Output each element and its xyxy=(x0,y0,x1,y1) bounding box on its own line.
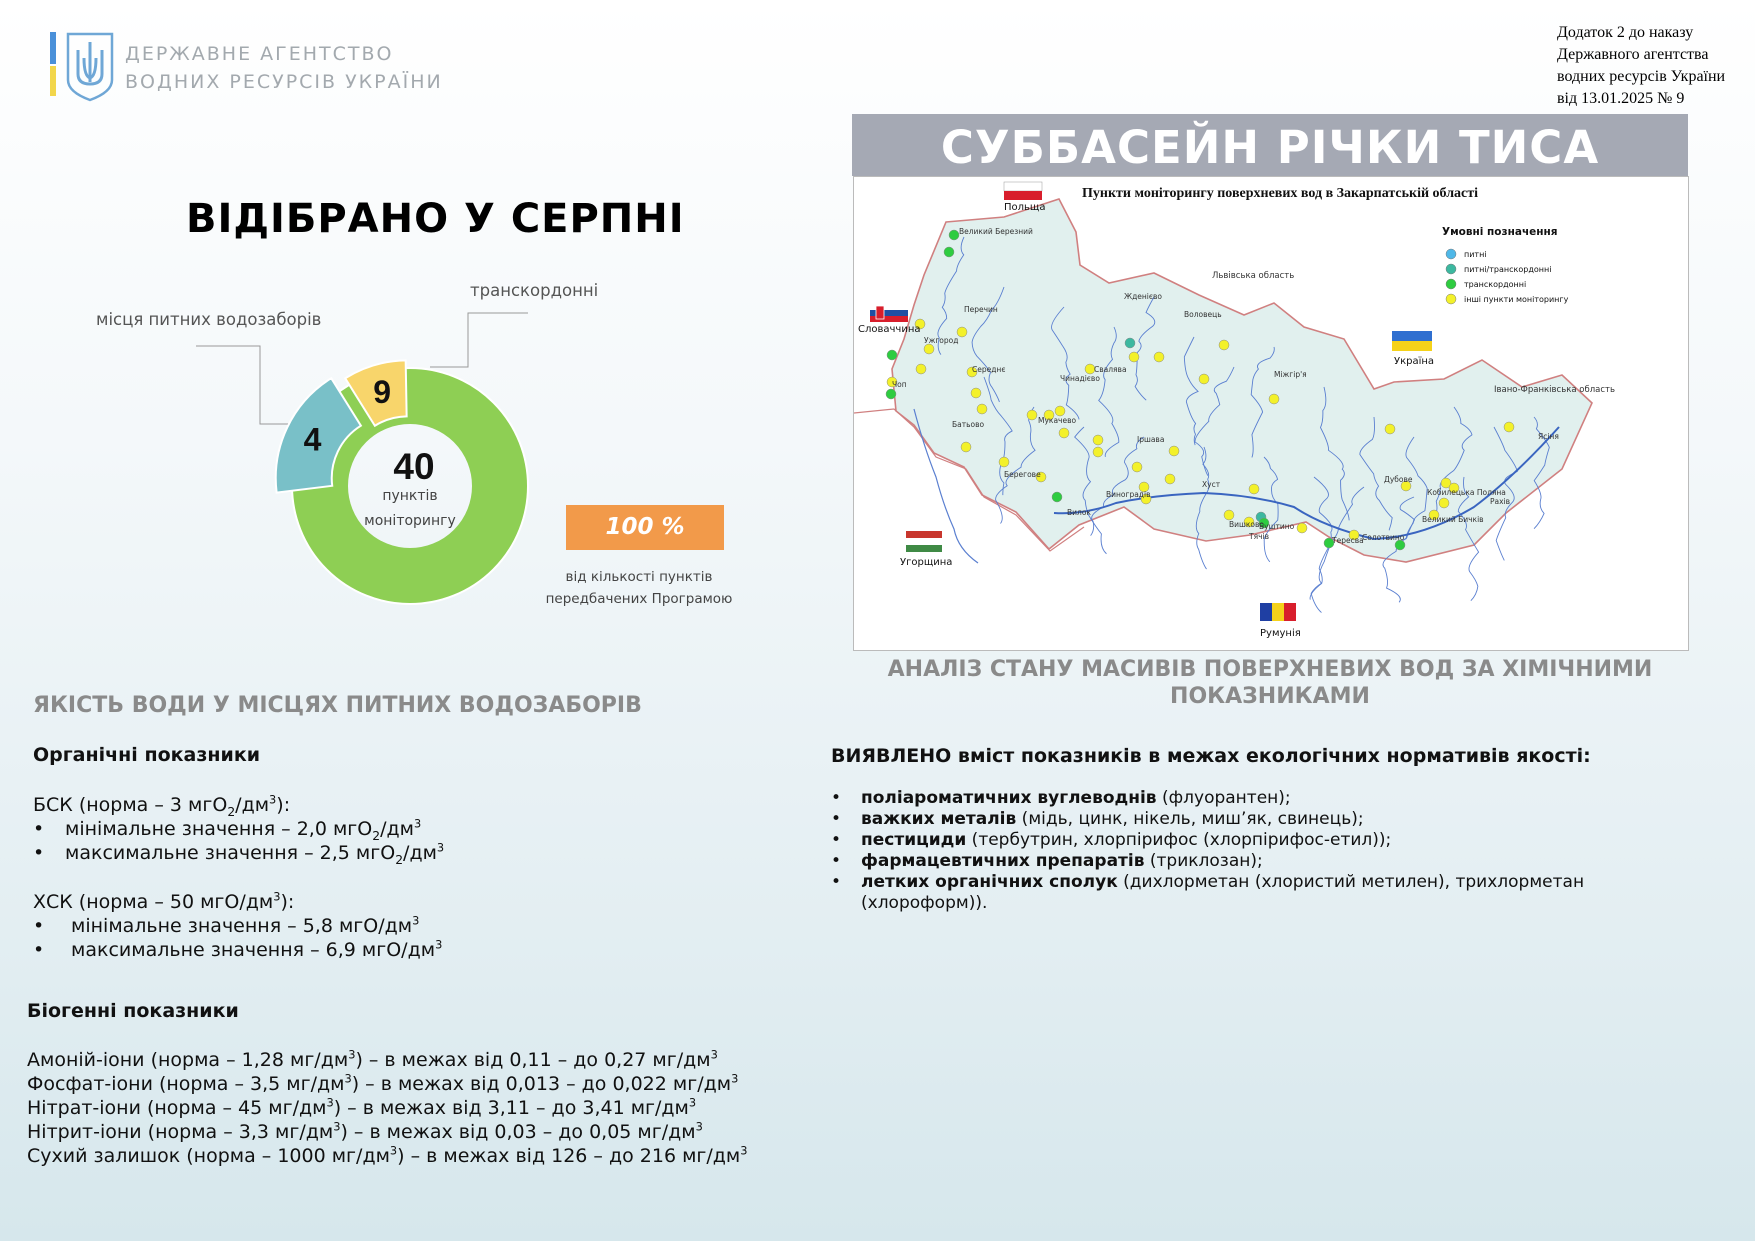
agency-name: ДЕРЖАВНЕ АГЕНТСТВО ВОДНИХ РЕСУРСІВ УКРАЇНИ xyxy=(125,43,443,93)
town-vyshkovo: Вишково xyxy=(1229,520,1265,529)
legend-marker-0 xyxy=(1446,249,1456,259)
town-berehove: Берегове xyxy=(1004,470,1041,479)
town-velykyi-bereznyi: Великий Березний xyxy=(959,227,1033,236)
percent-note: від кількості пунктів передбачених Програмою xyxy=(545,569,733,607)
monitoring-point xyxy=(1093,435,1103,445)
monitoring-point xyxy=(1052,492,1062,502)
leader-line-drinking xyxy=(196,346,304,424)
town-vynohradiv: Виноградів xyxy=(1106,490,1151,499)
legend-label-2: транскордонні xyxy=(1464,280,1527,289)
legend-title: Умовні позначення xyxy=(1442,226,1558,238)
legend-label-0: питні xyxy=(1464,250,1487,259)
town-khust: Хуст xyxy=(1202,480,1221,489)
town-tiachiv: Тячів xyxy=(1249,532,1270,541)
slice-label-transboundary: 9 xyxy=(373,374,392,411)
monitoring-point xyxy=(1125,338,1135,348)
town-irshava: Іршава xyxy=(1137,435,1165,444)
town-yasinia: Ясіня xyxy=(1538,432,1559,441)
monitoring-point xyxy=(886,389,896,399)
town-serednie: Середнє xyxy=(972,365,1006,374)
monitoring-point xyxy=(1385,424,1395,434)
town-volovets: Воловець xyxy=(1184,310,1222,319)
biogenic-list xyxy=(27,1048,827,1168)
town-uzhhorod: Ужгород xyxy=(924,336,959,345)
monitoring-point xyxy=(977,404,987,414)
town-vylok: Вилок xyxy=(1067,508,1091,517)
selection-title: ВІДІБРАНО У СЕРПНІ xyxy=(186,196,685,242)
monitoring-point xyxy=(1199,374,1209,384)
zakarpattia-region xyxy=(892,199,1592,562)
hsk-min: • мінімальне значення – 5,8 мгО/$дм^3$ xyxy=(33,913,420,937)
town-mukachevo: Мукачево xyxy=(1038,416,1077,425)
country-slovakia: Словаччина xyxy=(858,324,921,335)
detected-item-pesticides: • пестициди (тербутрин, хлорпірифос (хлорпірифос-етил)); xyxy=(831,830,1392,850)
flag-romania-icon xyxy=(1260,603,1296,621)
detected-item-pharma: • фармацевтичних препаратів (триклозан); xyxy=(831,851,1263,871)
monitoring-point xyxy=(1269,394,1279,404)
region-lviv: Львівська область xyxy=(1212,271,1295,281)
quality-title: ЯКІСТЬ ВОДИ У МІСЦЯХ ПИТНИХ ВОДОЗАБОРІВ xyxy=(33,693,642,718)
town-solotvyno: Солотвино xyxy=(1362,533,1405,542)
detected-heading: ВИЯВЛЕНО вміст показників в межах екологічних нормативів якості: xyxy=(831,745,1591,767)
slice-label-drinking: 4 xyxy=(303,421,322,458)
monitoring-point xyxy=(961,442,971,452)
bsk-norm: БСК (норма – 3 $мгО_2/дм^3$): xyxy=(33,792,291,819)
flag-slovakia-icon xyxy=(870,304,908,322)
town-svaliava: Свалява xyxy=(1094,365,1127,374)
biogenic-row-phosphate: Фосфат-іони (норма – 3,5 $мг/дм^3$) – в межах від 0,013 – до 0,022 $мг/дм^3$ xyxy=(27,1071,739,1095)
monitoring-point xyxy=(1165,474,1175,484)
map-banner-title: СУББАСЕЙН РІЧКИ ТИСА xyxy=(940,121,1600,174)
detected-list xyxy=(831,788,1661,914)
town-chop: Чоп xyxy=(892,380,907,389)
monitoring-point xyxy=(1504,422,1514,432)
town-perechyn: Перечин xyxy=(964,305,998,314)
monitoring-point xyxy=(1169,446,1179,456)
flag-ukraine-icon xyxy=(1392,331,1432,351)
flag-poland-icon xyxy=(1004,182,1042,200)
center-value: 40 xyxy=(393,446,435,487)
monitoring-point xyxy=(1219,340,1229,350)
detected-item-pah: • поліароматичних вуглеводнів (флуорантен); xyxy=(831,788,1291,808)
legend-label-3: інші пункти моніторингу xyxy=(1464,295,1569,304)
monitoring-point xyxy=(1059,428,1069,438)
monitoring-point xyxy=(1129,352,1139,362)
biogenic-row-nitrate: Нітрат-іони (норма – 45 $мг/дм^3$) – в межах від 3,11 – до 3,41 $мг/дм^3$ xyxy=(27,1095,697,1119)
monitoring-point xyxy=(1055,406,1065,416)
percent-badge: 100 % xyxy=(566,505,724,550)
biogenic-title: Біогенні показники xyxy=(27,1000,239,1022)
biogenic-row-dry-residue: Сухий залишок (норма – 1000 $мг/дм^3$) – в межах від 126 – до 216 $мг/дм^3$ xyxy=(27,1143,748,1167)
town-dubove: Дубове xyxy=(1384,475,1413,484)
hsk-norm: ХСК (норма – 50 мгО/$дм^3$): xyxy=(33,889,295,913)
hsk-max: • максимальне значення – 6,9 мгО/$дм^3$ xyxy=(33,937,443,961)
analysis-title: АНАЛІЗ СТАНУ МАСИВІВ ПОВЕРХНЕВИХ ВОД ЗА ХІМІЧНИМИ ПОКАЗНИКАМИ xyxy=(887,657,1653,709)
monitoring-point xyxy=(916,364,926,374)
town-teresva: Тересва xyxy=(1332,536,1364,545)
monitoring-point xyxy=(1027,410,1037,420)
town-kobyletska-poliana: Кобилецька Поляна xyxy=(1427,488,1506,497)
map-title: Пункти моніторингу поверхневих вод в Закарпатській області xyxy=(1082,186,1479,201)
country-poland: Польща xyxy=(1004,202,1046,213)
country-hungary: Угорщина xyxy=(900,557,953,568)
bsk-block xyxy=(33,793,673,865)
monitoring-point xyxy=(944,247,954,257)
monitoring-point xyxy=(999,457,1009,467)
town-chynadiievo: Чинадієво xyxy=(1060,374,1100,383)
monitoring-point xyxy=(1249,484,1259,494)
flag-hungary-icon xyxy=(906,531,942,552)
monitoring-point xyxy=(957,327,967,337)
monitoring-point xyxy=(1439,498,1449,508)
town-zhdenievo: Жденієво xyxy=(1124,292,1162,301)
country-romania: Румунія xyxy=(1260,628,1301,639)
center-label-line1: пунктів xyxy=(382,488,438,504)
biogenic-row-nitrite: Нітрит-іони (норма – 3,3 $мг/дм^3$) – в межах від 0,03 – до 0,05 $мг/дм^3$ xyxy=(27,1119,703,1143)
legend-marker-1 xyxy=(1446,264,1456,274)
transboundary-label: транскордонні xyxy=(470,281,599,300)
legend-marker-3 xyxy=(1446,294,1456,304)
town-velykyi-bychkiv: Великий Бичків xyxy=(1422,515,1484,524)
monitoring-point xyxy=(1297,523,1307,533)
bsk-max: • максимальне значення – 2,5 $мгО_2/дм^3$ xyxy=(33,840,445,867)
monitoring-map xyxy=(853,176,1689,651)
order-annex: Додаток 2 до наказу Державного агентства водних ресурсів України від 13.01.2025 № 9 xyxy=(1557,24,1726,107)
monitoring-point xyxy=(949,230,959,240)
legend-label-1: питні/транскордонні xyxy=(1464,265,1552,274)
monitoring-point xyxy=(1154,352,1164,362)
monitoring-point xyxy=(924,344,934,354)
town-bushtyno: Буштино xyxy=(1259,522,1295,531)
monitoring-point xyxy=(1224,510,1234,520)
detected-item-voc: • летких органічних сполук (дихлорметан (хлористий метилен), трихлорметан (хлороформ)). xyxy=(831,872,1585,913)
country-ukraine: Україна xyxy=(1394,356,1435,367)
center-label-line2: моніторингу xyxy=(364,513,456,529)
town-mizhhiria: Міжгір'я xyxy=(1274,370,1307,379)
monitoring-point xyxy=(887,350,897,360)
monitoring-point xyxy=(1093,447,1103,457)
monitoring-point xyxy=(1132,462,1142,472)
hsk-block xyxy=(33,890,673,962)
drinking-intake-label: місця питних водозаборів xyxy=(96,310,322,329)
monitoring-point xyxy=(971,388,981,398)
detected-item-metals: • важких металів (мідь, цинк, нікель, миш’як, свинець); xyxy=(831,809,1364,829)
bsk-min: • мінімальне значення – 2,0 $мгО_2/дм^3$ xyxy=(33,816,422,843)
town-rakhiv: Рахів xyxy=(1490,497,1511,506)
leader-line-transboundary xyxy=(430,313,528,367)
organic-title: Органічні показники xyxy=(33,744,261,766)
town-batiovo: Батьово xyxy=(952,420,985,429)
region-ivano: Івано-Франківська область xyxy=(1494,385,1615,395)
legend-marker-2 xyxy=(1446,279,1456,289)
biogenic-row-ammonium: Амоній-іони (норма – 1,28 $мг/дм^3$) – в межах від 0,11 – до 0,27 $мг/дм^3$ xyxy=(27,1047,718,1071)
